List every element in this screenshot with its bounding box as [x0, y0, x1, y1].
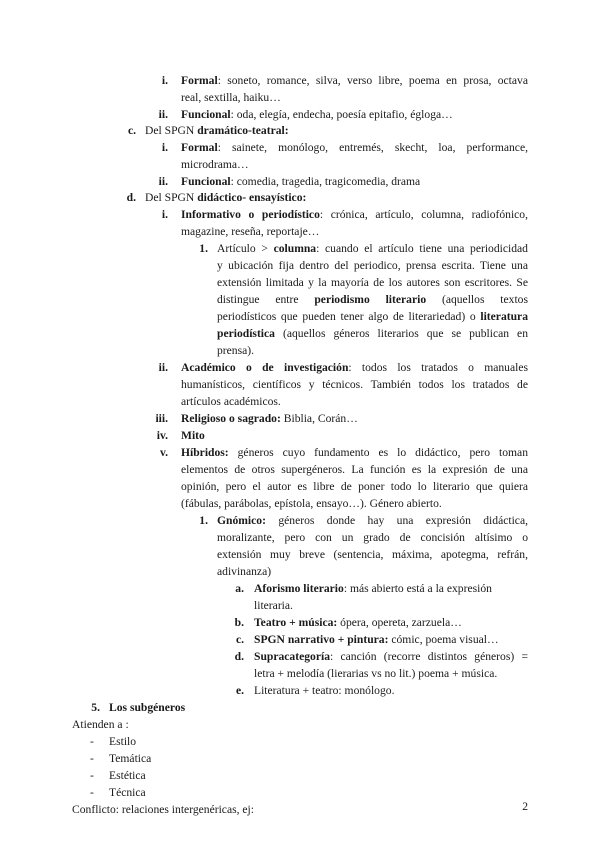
list-item-continuation: magazine, reseña, reportaje…	[181, 225, 320, 238]
list-item: Técnica	[109, 786, 146, 799]
list-marker: 1.	[199, 242, 208, 255]
list-item-continuation: microdrama…	[181, 158, 249, 171]
list-marker: iii.	[155, 412, 168, 425]
bullet-dash: -	[90, 769, 94, 782]
paragraph-articulo-line: prensa).	[217, 344, 255, 357]
list-marker: c.	[127, 124, 136, 137]
item-label: Funcional	[181, 108, 231, 121]
paragraph-articulo-line: y ubicación fija dentro del periodico, prensa escrita. Tiene una	[217, 259, 528, 272]
list-marker: ii.	[158, 361, 168, 374]
list-item-formal-poetry: Formal: soneto, romance, silva, verso libre, poema en prosa, octava	[181, 74, 528, 87]
paragraph-articulo-line: distingue entre periodismo literario (aquellos textos	[217, 293, 528, 306]
list-item-literatura-teatro: Literatura + teatro: monólogo.	[254, 684, 395, 697]
list-item-aforismo: Aforismo literario: más abierto está a la expresión	[254, 582, 492, 595]
list-marker: i.	[161, 141, 168, 154]
list-item-narrativo-pintura: SPGN narrativo + pintura: cómic, poema visual…	[254, 633, 499, 646]
item-label: Gnómico:	[217, 514, 266, 527]
item-label: Funcional	[181, 175, 231, 188]
item-label: Académico o de investigación	[181, 361, 349, 374]
list-item-continuation: (fábulas, parábolas, epístola, ensayo…). Género abierto.	[181, 497, 442, 510]
bullet-dash: -	[90, 735, 94, 748]
conflict-text: Conflicto: relaciones intergenéricas, ej:	[72, 803, 254, 816]
list-item-continuation: literaria.	[254, 599, 293, 612]
list-item-continuation: elementos de otros supergéneros. La función es la expresión de una	[181, 463, 528, 476]
list-marker: c.	[235, 633, 244, 646]
item-label: Supracategoría	[254, 650, 330, 663]
list-item-teatro-musica: Teatro + música: ópera, opereta, zarzuela…	[254, 616, 462, 629]
list-marker: ii.	[158, 108, 168, 121]
item-label: Formal	[181, 74, 218, 87]
item-label: Informativo o periodístico	[181, 208, 320, 221]
list-item-continuation: moralizante, pero con un grado de concisión altísimo o	[217, 531, 528, 544]
list-marker: ii.	[158, 175, 168, 188]
section-heading-subgeneros: Los subgéneros	[109, 701, 186, 714]
page-number: 2	[522, 800, 528, 813]
list-item-academico: Académico o de investigación: todos los tratados o manuales	[181, 361, 528, 374]
list-marker: iv.	[156, 429, 168, 442]
list-marker: i.	[161, 208, 168, 221]
list-item-continuation: letra + melodía (lierarias vs no lit.) poema + música.	[254, 667, 498, 680]
item-label: Religioso o sagrado:	[181, 412, 281, 425]
paragraph-articulo-line: Artículo > columna: cuando el artículo tiene una periodicidad	[217, 242, 528, 255]
paragraph-articulo-line: periodísticos que pueden tener algo de literariedad) o literatura	[217, 310, 528, 323]
section-heading-didactic: Del SPGN didáctico- ensayístico:	[145, 191, 307, 204]
list-marker: d.	[234, 650, 244, 663]
paragraph-articulo-line: periodística (aquellos géneros literarios que se publican en	[217, 327, 528, 340]
list-item-religioso: Religioso o sagrado: Biblia, Corán…	[181, 412, 358, 425]
list-item-gnomico: Gnómico: géneros donde hay una expresión didáctica,	[217, 514, 528, 527]
section-heading-dramatic: Del SPGN dramático-teatral:	[145, 124, 289, 137]
list-item-hibridos: Híbridos: géneros cuyo fundamento es lo didáctico, pero toman	[181, 446, 528, 459]
item-label: Teatro + música:	[254, 616, 338, 629]
item-label: Aforismo literario	[254, 582, 344, 595]
list-item-funcional-drama: Funcional: comedia, tragedia, tragicomedia, drama	[181, 175, 421, 188]
bullet-dash: -	[90, 752, 94, 765]
item-label: SPGN narrativo + pintura:	[254, 633, 389, 646]
list-marker: b.	[234, 616, 244, 629]
list-item-mito	[181, 427, 205, 444]
list-item-continuation: adivinanza)	[217, 565, 272, 578]
list-marker: i.	[161, 74, 168, 87]
list-marker: d.	[126, 191, 136, 204]
list-item-informativo: Informativo o periodístico: crónica, artículo, columna, radiofónico,	[181, 208, 529, 221]
list-item-continuation: extensión muy breve (sentencia, máxima, apotegma, refrán,	[217, 548, 528, 561]
item-label: Híbridos:	[181, 446, 229, 459]
list-marker: a.	[235, 582, 244, 595]
item-label: Formal	[181, 141, 218, 154]
list-item-continuation: real, sextilla, haiku…	[181, 91, 281, 104]
list-item-continuation: artículos académicos.	[181, 395, 281, 408]
list-item: Temática	[109, 752, 152, 765]
list-item: Estilo	[109, 735, 137, 748]
list-item-formal-drama: Formal: sainete, monólogo, entremés, skecht, loa, performance,	[181, 141, 528, 154]
list-item: Estética	[109, 769, 146, 782]
section-number: 5.	[91, 701, 100, 714]
list-marker: e.	[235, 684, 244, 697]
list-marker: v.	[159, 446, 168, 459]
item-label: Mito	[181, 429, 205, 442]
list-item-supracategoria: Supracategoría: canción (recorre distintos géneros) =	[254, 650, 528, 663]
list-item-continuation: humanísticos, científicos y técnicos. También todos los tratados de	[181, 378, 528, 391]
list-item-continuation: opinión, pero el autor es libre de poner todo lo literario que quiera	[181, 480, 528, 493]
list-item-funcional-poetry: Funcional: oda, elegía, endecha, poesía epitafio, égloga…	[181, 108, 453, 121]
paragraph-articulo-line: extensión limitada y la mayoría de los autores son escritores. Se	[217, 276, 528, 289]
bullet-dash: -	[90, 786, 94, 799]
intro-text: Atienden a :	[72, 718, 129, 731]
list-marker: 1.	[199, 514, 208, 527]
